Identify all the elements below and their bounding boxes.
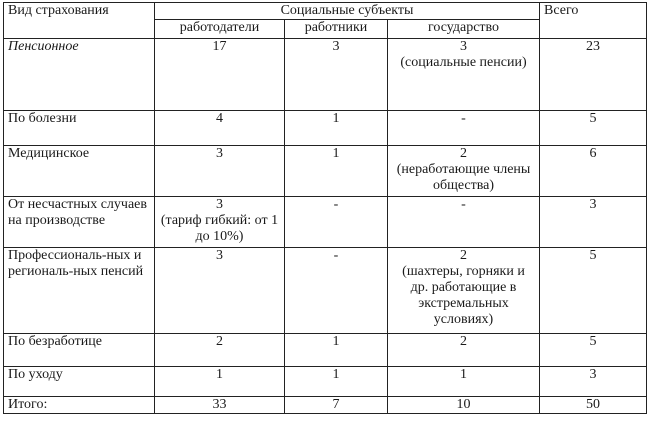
state-value: 3 [460, 39, 467, 54]
employers-value: 1 [216, 367, 223, 382]
state-note: (неработающие члены общества) [396, 162, 531, 193]
row-total: 23 [540, 39, 647, 111]
row-total: 6 [540, 146, 647, 197]
employers-value: 4 [216, 111, 223, 126]
row-employers [155, 146, 285, 197]
employers-value: 2 [216, 334, 223, 349]
header-social-subjects: Социальные субъекты [155, 3, 540, 20]
employers-value: 3 [216, 197, 223, 212]
row-employers [155, 334, 285, 367]
state-value: 2 [460, 334, 467, 349]
employers-note: (тариф гибкий: от 1 до 10%) [160, 213, 279, 244]
header-total: Всего [540, 3, 647, 39]
employers-value: 3 [216, 146, 223, 161]
row-workers: 1 [285, 111, 388, 146]
header-employers: работодатели [155, 20, 285, 39]
row-workers: - [285, 248, 388, 334]
row-total: 5 [540, 111, 647, 146]
row-total: 3 [540, 367, 647, 397]
row-type: По болезни [4, 111, 155, 146]
state-note: (шахтеры, горняки и др. работающие в экстремальных условиях) [402, 264, 525, 327]
state-value: 2 [460, 146, 467, 161]
row-workers: - [285, 197, 388, 248]
state-value: - [461, 111, 466, 126]
row-employers [155, 367, 285, 397]
row-state [388, 111, 540, 146]
table-row-total [4, 397, 647, 414]
row-state [388, 146, 540, 197]
state-value: 2 [460, 248, 467, 263]
row-employers [155, 248, 285, 334]
state-value: 1 [460, 367, 467, 382]
row-total: 5 [540, 334, 647, 367]
table-row [4, 334, 647, 367]
employers-value: 3 [216, 248, 223, 263]
state-value: - [461, 197, 466, 212]
row-state [388, 39, 540, 111]
row-type: Медицинское [4, 146, 155, 197]
row-type: Итого: [4, 397, 155, 414]
table-row [4, 197, 647, 248]
state-note: (социальные пенсии) [400, 55, 527, 70]
row-employers [155, 197, 285, 248]
employers-value: 17 [212, 39, 227, 54]
row-type: Пенсионное [4, 39, 155, 111]
row-workers: 7 [285, 397, 388, 414]
row-state [388, 248, 540, 334]
row-state [388, 334, 540, 367]
row-total: 3 [540, 197, 647, 248]
row-workers: 1 [285, 146, 388, 197]
row-workers: 3 [285, 39, 388, 111]
row-employers [155, 397, 285, 414]
table-row [4, 248, 647, 334]
row-workers: 1 [285, 334, 388, 367]
header-workers: работники [285, 20, 388, 39]
row-state [388, 367, 540, 397]
table-row [4, 146, 647, 197]
row-type: По уходу [4, 367, 155, 397]
employers-value: 33 [212, 397, 227, 412]
row-state [388, 397, 540, 414]
header-insurance-type: Вид страхования [4, 3, 155, 39]
row-employers [155, 111, 285, 146]
row-type: От несчастных случаев на производстве [4, 197, 155, 248]
insurance-table [3, 2, 647, 414]
state-value: 10 [456, 397, 471, 412]
row-state [388, 197, 540, 248]
table-row [4, 111, 647, 146]
table-row [4, 367, 647, 397]
row-employers [155, 39, 285, 111]
row-type: Профессиональ-ных и региональ-ных пенсий [4, 248, 155, 334]
row-total: 5 [540, 248, 647, 334]
table-row [4, 39, 647, 111]
row-total: 50 [540, 397, 647, 414]
header-state: государство [388, 20, 540, 39]
row-type: По безработице [4, 334, 155, 367]
row-workers: 1 [285, 367, 388, 397]
